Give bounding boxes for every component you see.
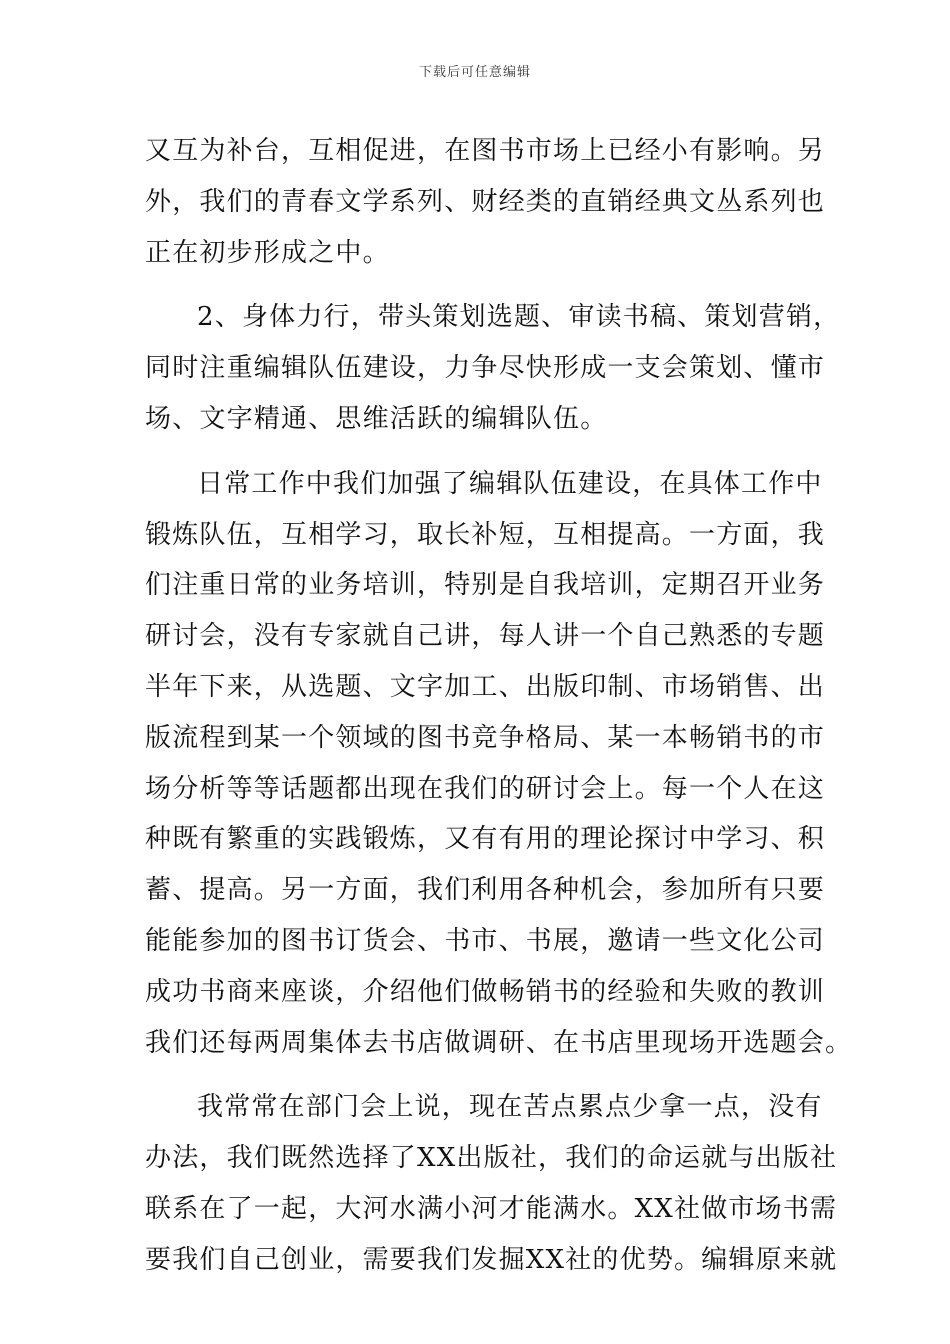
paragraph-line: 日常工作中我们加强了编辑队伍建设，在具体工作中 — [197, 468, 823, 499]
paragraph-line: 办法，我们既然选择了XX出版社，我们的命运就与出版社 — [145, 1143, 838, 1174]
paragraph-line: 外，我们的青春文学系列、财经类的直销经典文丛系列也 — [145, 186, 826, 217]
paragraph-line: 能能参加的图书订货会、书市、书展，邀请一些文化公司 — [145, 925, 826, 956]
body-text — [145, 126, 853, 1286]
paragraph-line: 版流程到某一个领域的图书竞争格局、某一本畅销书的市 — [145, 722, 826, 753]
paragraph-line: 要我们自己创业，需要我们发掘XX社的优势。编辑原来就 — [145, 1244, 838, 1275]
paragraph-line: 场、文字精通、思维活跃的编辑队伍。 — [145, 403, 608, 434]
paragraph-line: 研讨会，没有专家就自己讲，每人讲一个自己熟悉的专题 — [145, 621, 826, 652]
paragraph-line: 成功书商来座谈，介绍他们做畅销书的经验和失败的教训 — [145, 976, 826, 1007]
paragraph-line: 场分析等等话题都出现在我们的研讨会上。每一个人在这 — [145, 773, 826, 804]
paragraph-line: 半年下来，从选题、文字加工、出版印制、市场销售、出 — [145, 671, 826, 702]
paragraph-line: 正在初步形成之中。 — [145, 237, 390, 268]
paragraph-line: 联系在了一起，大河水满小河才能满水。XX社做市场书需 — [145, 1193, 838, 1224]
paragraph-line: 锻炼队伍，互相学习，取长补短，互相提高。一方面，我 — [145, 519, 826, 550]
paragraph-1 — [145, 126, 826, 278]
paragraph-line: 又互为补台，互相促进，在图书市场上已经小有影响。另 — [145, 136, 826, 166]
paragraph-3 — [145, 459, 853, 1069]
paragraph-line: 我常常在部门会上说，现在苦点累点少拿一点，没有 — [197, 1092, 823, 1123]
paragraph-line: 们注重日常的业务培训，特别是自我培训，定期召开业务 — [145, 570, 826, 601]
paragraph-line: 同时注重编辑队伍建设，力争尽快形成一支会策划、懂市 — [145, 353, 826, 384]
paragraph-line: 蓄、提高。另一方面，我们利用各种机会，参加所有只要 — [145, 875, 826, 906]
paragraph-4 — [145, 1082, 838, 1285]
paragraph-line: 种既有繁重的实践锻炼，又有有用的理论探讨中学习、积 — [145, 824, 826, 855]
paragraph-2 — [145, 292, 841, 444]
page-header: 下载后可任意编辑 — [418, 65, 531, 80]
paragraph-line: 我们还每两周集体去书店做调研、在书店里现场开选题会。 — [145, 1027, 853, 1058]
paragraph-line: 2、身体力行，带头策划选题、审读书稿、策划营销， — [197, 302, 841, 333]
